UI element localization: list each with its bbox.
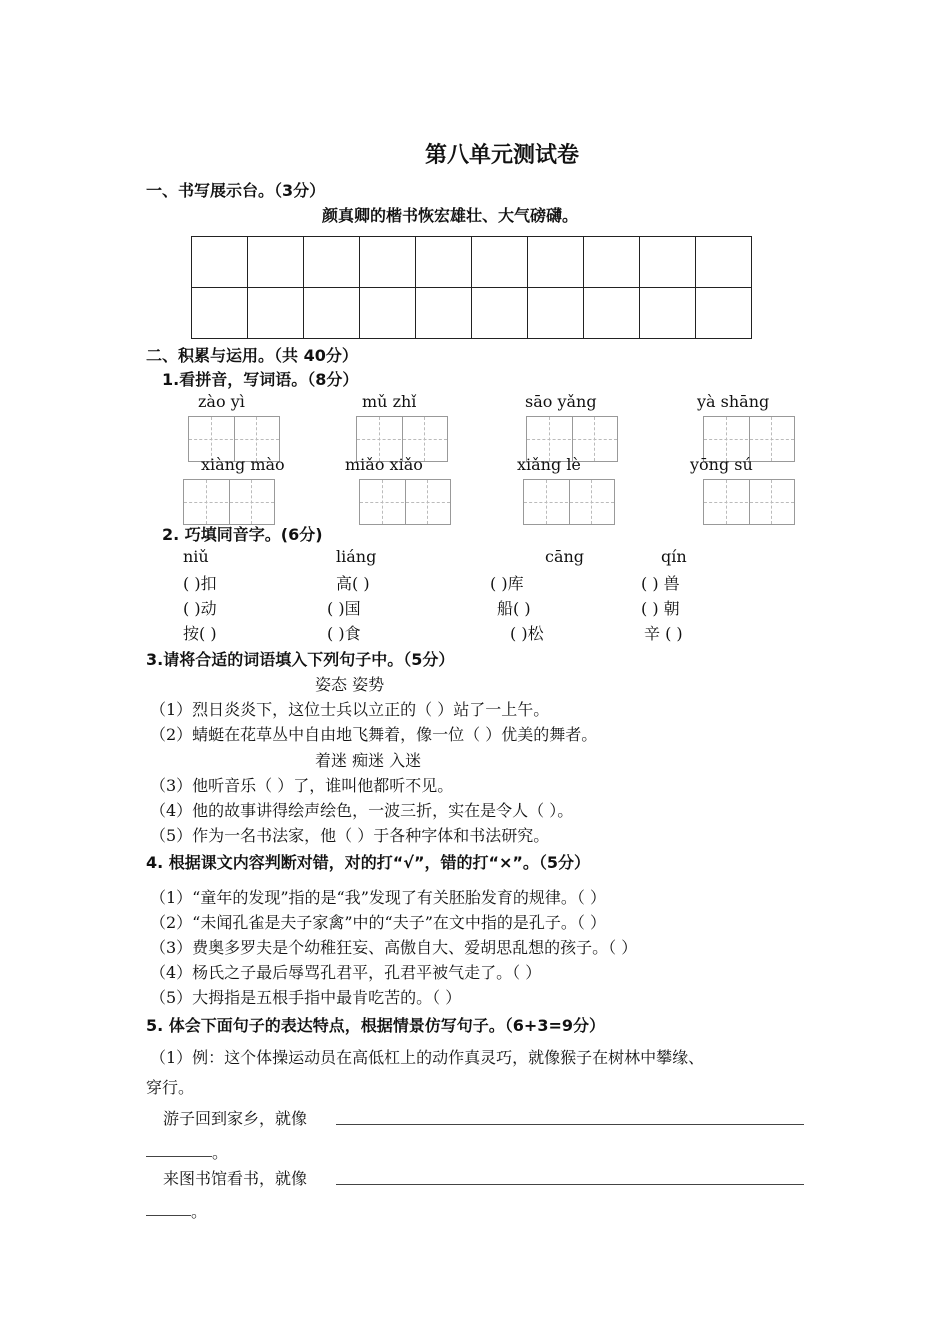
word-box[interactable] — [523, 479, 615, 525]
answer-line[interactable] — [146, 1156, 212, 1157]
word-choices: 着迷 痴迷 入迷 — [315, 751, 422, 770]
homophone-blank[interactable]: ( ) 兽 — [641, 574, 680, 593]
homophone-blank[interactable]: ( )动 — [183, 599, 217, 618]
judge-sentence: （4）杨氏之子最后辱骂孔君平，孔君平被气走了。（ ） — [150, 963, 542, 982]
homophone-blank[interactable]: 船( ) — [497, 599, 531, 618]
homophone-blank[interactable]: 高( ) — [336, 574, 370, 593]
judge-sentence: （1）“童年的发现”指的是“我”发现了有关胚胎发育的规律。（ ） — [150, 888, 606, 907]
homophone-blank[interactable]: ( )扣 — [183, 574, 217, 593]
homophone-pinyin: qín — [661, 547, 687, 566]
fill-sentence: （1）烈日炎炎下，这位士兵以立正的（ ）站了一上午。 — [150, 700, 550, 719]
calligraphy-sentence: 颜真卿的楷书恢宏雄壮、大气磅礴。 — [322, 206, 579, 225]
q4-heading: 4. 根据课文内容判断对错，对的打“√”，错的打“×”。（5分） — [146, 853, 591, 872]
homophone-blank[interactable]: ( )食 — [327, 624, 361, 643]
pinyin-label: xiǎng lè — [517, 455, 581, 474]
judge-sentence: （2）“未闻孔雀是夫子家禽”中的“夫子”在文中指的是孔子。（ ） — [150, 913, 606, 932]
period: 。 — [191, 1202, 208, 1221]
homophone-blank[interactable]: 辛 ( ) — [644, 624, 683, 643]
homophone-blank[interactable]: ( )库 — [490, 574, 524, 593]
pinyin-label: yōng sú — [690, 455, 753, 474]
section-2-heading: 二、积累与运用。（共 40分） — [146, 346, 358, 365]
pinyin-label: sāo yǎng — [525, 392, 597, 411]
word-box[interactable] — [359, 479, 451, 525]
homophone-blank[interactable]: ( )松 — [510, 624, 544, 643]
homophone-pinyin: cāng — [545, 547, 585, 566]
homophone-pinyin: liáng — [336, 547, 377, 566]
fill-sentence: （4）他的故事讲得绘声绘色，一波三折，实在是令人（ ）。 — [150, 801, 574, 820]
imitation-prompt: 来图书馆看书，就像 — [163, 1169, 308, 1188]
section-1-heading: 一、书写展示台。（3分） — [146, 181, 326, 200]
homophone-blank[interactable]: 按( ) — [183, 624, 217, 643]
fill-sentence: （5）作为一名书法家，他（ ）于各种字体和书法研究。 — [150, 826, 550, 845]
word-box[interactable] — [703, 479, 795, 525]
q1-heading: 1.看拼音，写词语。（8分） — [162, 370, 359, 389]
fill-sentence: （2）蜻蜓在花草丛中自由地飞舞着，像一位（ ）优美的舞者。 — [150, 725, 598, 744]
homophone-pinyin: niǔ — [183, 547, 209, 566]
judge-sentence: （3）费奥多罗夫是个幼稚狂妄、高傲自大、爱胡思乱想的孩子。（ ） — [150, 938, 638, 957]
q3-heading: 3.请将合适的词语填入下列句子中。（5分） — [146, 650, 455, 669]
pinyin-label: mǔ zhǐ — [362, 392, 417, 411]
word-choices: 姿态 姿势 — [315, 675, 385, 694]
answer-line[interactable] — [336, 1184, 804, 1185]
q5-heading: 5. 体会下面句子的表达特点，根据情景仿写句子。（6+3=9分） — [146, 1016, 605, 1035]
pinyin-label: miǎo xiǎo — [345, 455, 423, 474]
judge-sentence: （5）大拇指是五根手指中最肯吃苦的。（ ） — [150, 988, 462, 1007]
imitation-prompt: 游子回到家乡，就像 — [163, 1109, 308, 1128]
example-sentence-cont: 穿行。 — [146, 1078, 195, 1097]
q2-heading: 2. 巧填同音字。(6分) — [162, 525, 323, 544]
homophone-blank[interactable]: ( ) 朝 — [641, 599, 680, 618]
homophone-blank[interactable]: ( )国 — [327, 599, 361, 618]
period: 。 — [212, 1143, 229, 1162]
writing-grid[interactable] — [191, 236, 752, 339]
fill-sentence: （3）他听音乐（ ）了，谁叫他都听不见。 — [150, 776, 454, 795]
pinyin-label: xiàng mào — [201, 455, 285, 474]
example-sentence: （1）例：这个体操运动员在高低杠上的动作真灵巧，就像猴子在树林中攀缘、 — [150, 1048, 705, 1067]
page-title: 第八单元测试卷 — [425, 143, 580, 168]
pinyin-label: zào yì — [198, 392, 245, 411]
answer-line[interactable] — [146, 1215, 191, 1216]
word-box[interactable] — [183, 479, 275, 525]
pinyin-label: yà shāng — [697, 392, 770, 411]
answer-line[interactable] — [336, 1124, 804, 1125]
